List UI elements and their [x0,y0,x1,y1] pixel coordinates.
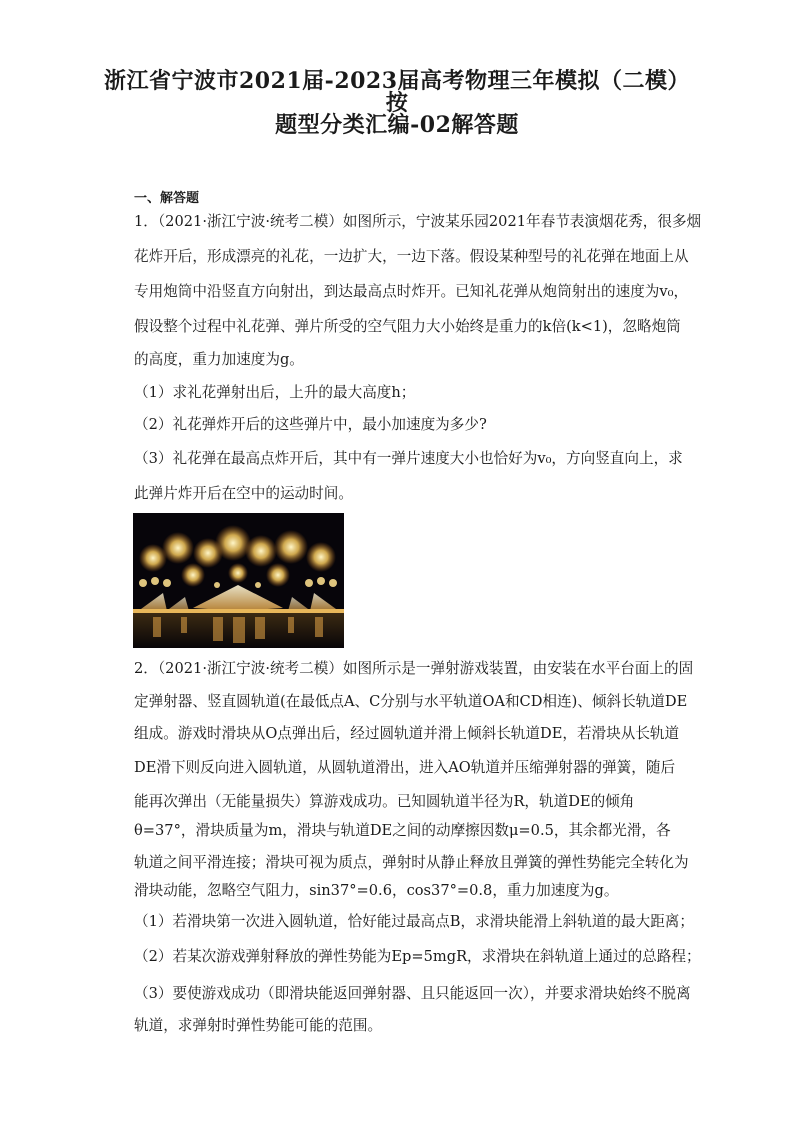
q2-line: 能再次弹出（无能量损失）算游戏成功。已知圆轨道半径为R，轨道DE的倾角 [134,793,635,810]
q2-line: DE滑下则反向进入圆轨道，从圆轨道滑出，进入AO轨道并压缩弹射器的弹簧，随后 [134,759,676,776]
q2-subquestion-3: （3）要使游戏成功（即滑块能返回弹射器、且只能返回一次），并要求滑块始终不脱离 [134,985,691,1002]
q2-line: θ=37°，滑块质量为m，滑块与轨道DE之间的动摩擦因数μ=0.5，其余都光滑，各 [134,822,671,839]
q2-line: 轨道，求弹射时弹性势能可能的范围。 [134,1017,383,1034]
q2-subquestion-2: （2）若某次游戏弹射释放的弹性势能为Ep=5mgR，求滑块在斜轨道上通过的总路程； [134,948,701,965]
document-title-line-1: 浙江省宁波市2021届-2023届高考物理三年模拟（二模）按 [103,68,691,116]
q2-line: 2．（2021·浙江宁波·统考二模）如图所示是一弹射游戏装置，由安装在水平台面上的固 [134,660,694,677]
fireworks-illustration [133,513,344,648]
q2-subquestion-1: （1）若滑块第一次进入圆轨道，恰好能过最高点B，求滑块能滑上斜轨道的最大距离； [134,913,694,930]
q1-subquestion-1: （1）求礼花弹射出后，上升的最大高度h； [134,384,416,401]
q1-subquestion-2: （2）礼花弹炸开后的这些弹片中，最小加速度为多少? [134,416,487,433]
q1-line: 花炸开后，形成漂亮的礼花，一边扩大，一边下落。假设某种型号的礼花弹在地面上从 [134,248,689,265]
q2-line: 定弹射器、竖直圆轨道(在最低点A、C分别与水平轨道OA和CD相连)、倾斜长轨道DE [134,693,688,710]
q2-line: 滑块动能，忽略空气阻力，sin37°=0.6，cos37°=0.8，重力加速度为g。 [134,882,619,899]
q2-line: 组成。游戏时滑块从O点弹出后，经过圆轨道并滑上倾斜长轨道DE，若滑块从长轨道 [134,725,680,742]
q1-line: 1．（2021·浙江宁波·统考二模）如图所示，宁波某乐园2021年春节表演烟花秀，很多烟 [134,213,702,230]
q1-line: 专用炮筒中沿竖直方向射出，到达最高点时炸开。已知礼花弹从炮筒射出的速度为v₀， [134,283,689,300]
q1-subquestion-3: （3）礼花弹在最高点炸开后，其中有一弹片速度大小也恰好为v₀，方向竖直向上，求 [134,450,683,467]
fireworks-photo [133,513,344,648]
q1-line: 此弹片炸开后在空中的运动时间。 [134,485,353,502]
document-title-line-2: 题型分类汇编-02解答题 [275,112,519,138]
q1-line: 假设整个过程中礼花弹、弹片所受的空气阻力大小始终是重力的k倍(k<1)，忽略炮筒 [134,318,681,335]
q2-line: 轨道之间平滑连接；滑块可视为质点，弹射时从静止释放且弹簧的弹性势能完全转化为 [134,854,689,871]
section-heading: 一、解答题 [134,191,200,206]
q1-line: 的高度，重力加速度为g。 [134,351,304,368]
